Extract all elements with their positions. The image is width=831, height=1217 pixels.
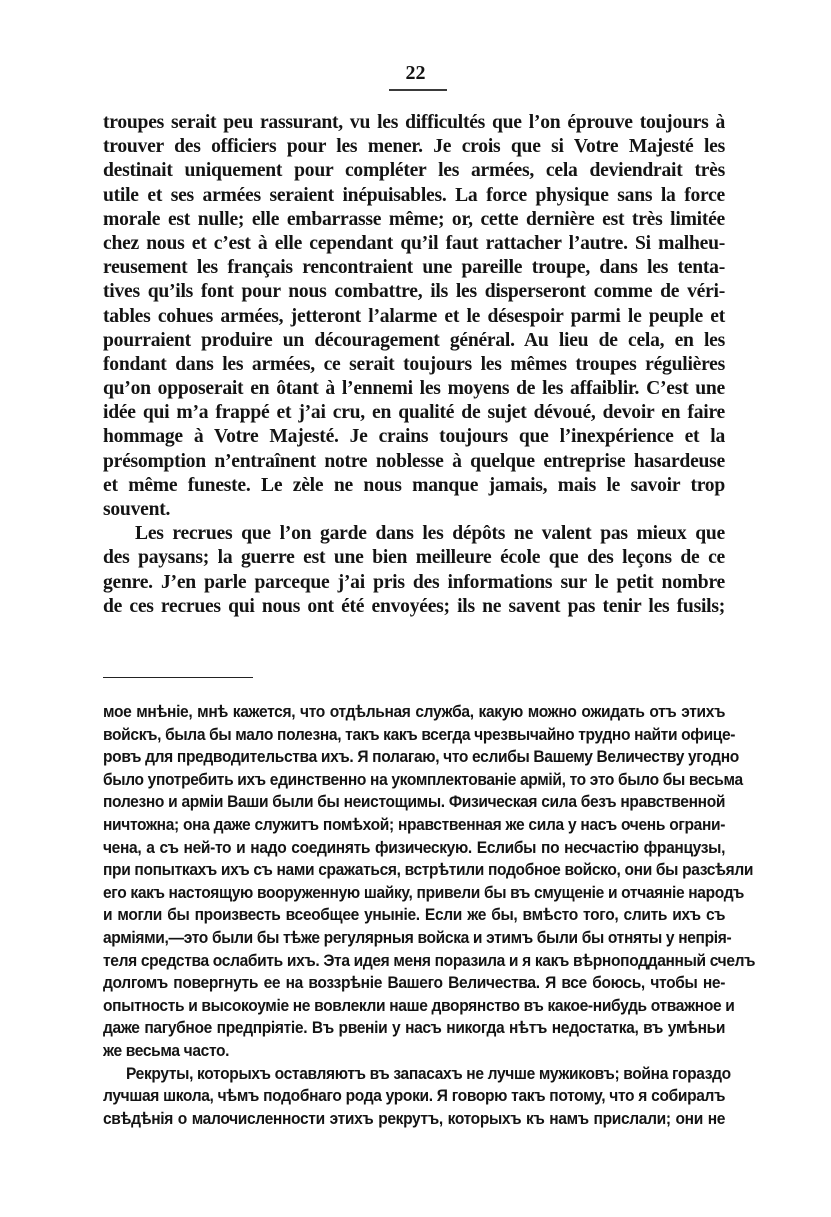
footnote-separator	[103, 677, 253, 678]
text-line: des paysans; la guerre est une bien meilleure école que des leçons de ce	[103, 547, 725, 569]
text-line: reusement les français rencontraient une pareille troupe, dans les tenta-	[103, 257, 725, 279]
footnote-line: арміями,—это были бы тѣже регулярныя войска и этимъ были бы отняты у непрія-	[103, 928, 732, 947]
footnote-line: было употребить ихъ единственно на укомплектованіе армій, то это было бы весьма	[103, 770, 743, 789]
page-number: 22	[405, 62, 426, 84]
text-line: présomption n’entraînent notre noblesse à quelque entreprise hasardeuse	[103, 450, 725, 472]
footnote-line: при попыткахъ ихъ съ нами сражаться, встрѣтили подобное войско, они бы разсѣяли	[103, 861, 754, 880]
text-line: morale est nulle; elle embarrasse même; or, cette dernière est très limitée	[103, 208, 725, 230]
footnote-line: его какъ настоящую вооруженную шайку, привели бы въ смущеніе и отчаяніе народъ	[103, 883, 745, 902]
footnote-line: опытность и высокоуміе не вовлекли наше дворянство въ какое-нибудь отважное и	[103, 996, 735, 1015]
text-line: tives qu’ils font pour nous combattre, ils les disperseront comme de véri-	[103, 281, 725, 303]
footnote-line: даже пагубное предпріятіе. Въ рвеніи у насъ никогда нѣтъ недостатка, въ умѣньи	[103, 1019, 726, 1038]
page-number-rule	[389, 89, 447, 91]
footnote-block	[103, 701, 756, 1130]
text-line: genre. J’en parle parceque j’ai pris des informations sur le petit nombre	[103, 571, 725, 593]
main-text-block	[103, 111, 725, 619]
footnote-line: мое мнѣніе, мнѣ кажется, что отдѣльная служба, какую можно ожидать отъ этихъ	[103, 703, 726, 721]
text-line: tables cohues armées, jetteront l’alarme et le désespoir parmi le peuple et	[103, 305, 725, 327]
text-line: utile et ses armées seraient inépuisables. La force physique sans la force	[103, 184, 725, 206]
text-line: hommage à Votre Majesté. Je crains toujours que l’inexpérience et la	[103, 426, 725, 448]
paragraph-start-line: Les recrues que l’on garde dans les dépôts ne valent pas mieux que	[135, 523, 725, 545]
footnote-line: войскъ, была бы мало полезна, такъ какъ всегда чрезвычайно трудно найти офице-	[103, 725, 736, 744]
footnote-line: теля средства ослабить ихъ. Эта идея меня поразила и я какъ вѣрноподданный счелъ	[103, 951, 756, 970]
paragraph-end-line: souvent.	[103, 499, 171, 520]
text-line: et même funeste. Le zèle ne nous manque jamais, mais le savoir trop	[103, 474, 725, 496]
text-line: idée qui m’a frappé et j’ai cru, en qualité de sujet dévoué, devoir en faire	[103, 402, 725, 424]
text-line: de ces recrues qui nous ont été envoyées; ils ne savent pas tenir les fusils;	[103, 595, 725, 617]
text-line: chez nous et c’est à elle cependant qu’il faut rattacher l’autre. Si malheu-	[103, 232, 725, 254]
text-line: qu’on opposerait en ôtant à l’ennemi les moyens de les affaiblir. C’est une	[103, 378, 725, 400]
footnote-paragraph-start-line: Рекруты, которыхъ оставляютъ въ запасахъ не лучше мужиковъ; война гораздо	[126, 1064, 731, 1083]
footnote-paragraph-end-line: же весьма часто.	[103, 1041, 230, 1060]
text-line: destinait uniquement pour compléter les armées, cela deviendrait très	[103, 160, 725, 182]
footnote-line: ничтожна; она даже служитъ помѣхой; нравственная же сила у насъ очень ограни-	[103, 815, 726, 834]
text-line: trouver des officiers pour les mener. Je crois que si Votre Majesté les	[103, 136, 725, 158]
text-line: troupes serait peu rassurant, vu les difficultés que l’on éprouve toujours à	[103, 112, 725, 133]
footnote-line: свѣдѣнія о малочисленности этихъ рекрутъ, которыхъ къ намъ прислали; они не	[103, 1109, 726, 1128]
footnote-line: полезно и арміи Ваши были бы неистощимы. Физическая сила безъ нравственной	[103, 793, 726, 812]
footnote-line: и могли бы произвесть всеобщее уныніе. Если же бы, вмѣсто того, слить ихъ съ	[103, 906, 726, 925]
footnote-line: ровъ для предводительства ихъ. Я полагаю, что еслибы Вашему Величеству угодно	[103, 748, 739, 767]
text-line: pourraient produire un découragement général. Au lieu de cela, en les	[103, 329, 725, 351]
footnote-line: долгомъ повергнуть ее на воззрѣніе Вашего Величества. Я все боюсь, чтобы не-	[103, 974, 726, 993]
footnote-line: лучшая школа, чѣмъ подобнаго рода уроки. Я говорю такъ потому, что я собиралъ	[103, 1087, 726, 1106]
text-line: fondant dans les armées, ce serait toujours les mêmes troupes régulières	[103, 353, 725, 375]
footnote-line: чена, а съ ней-то и надо соединять физическую. Еслибы по несчастію французы,	[103, 838, 726, 857]
